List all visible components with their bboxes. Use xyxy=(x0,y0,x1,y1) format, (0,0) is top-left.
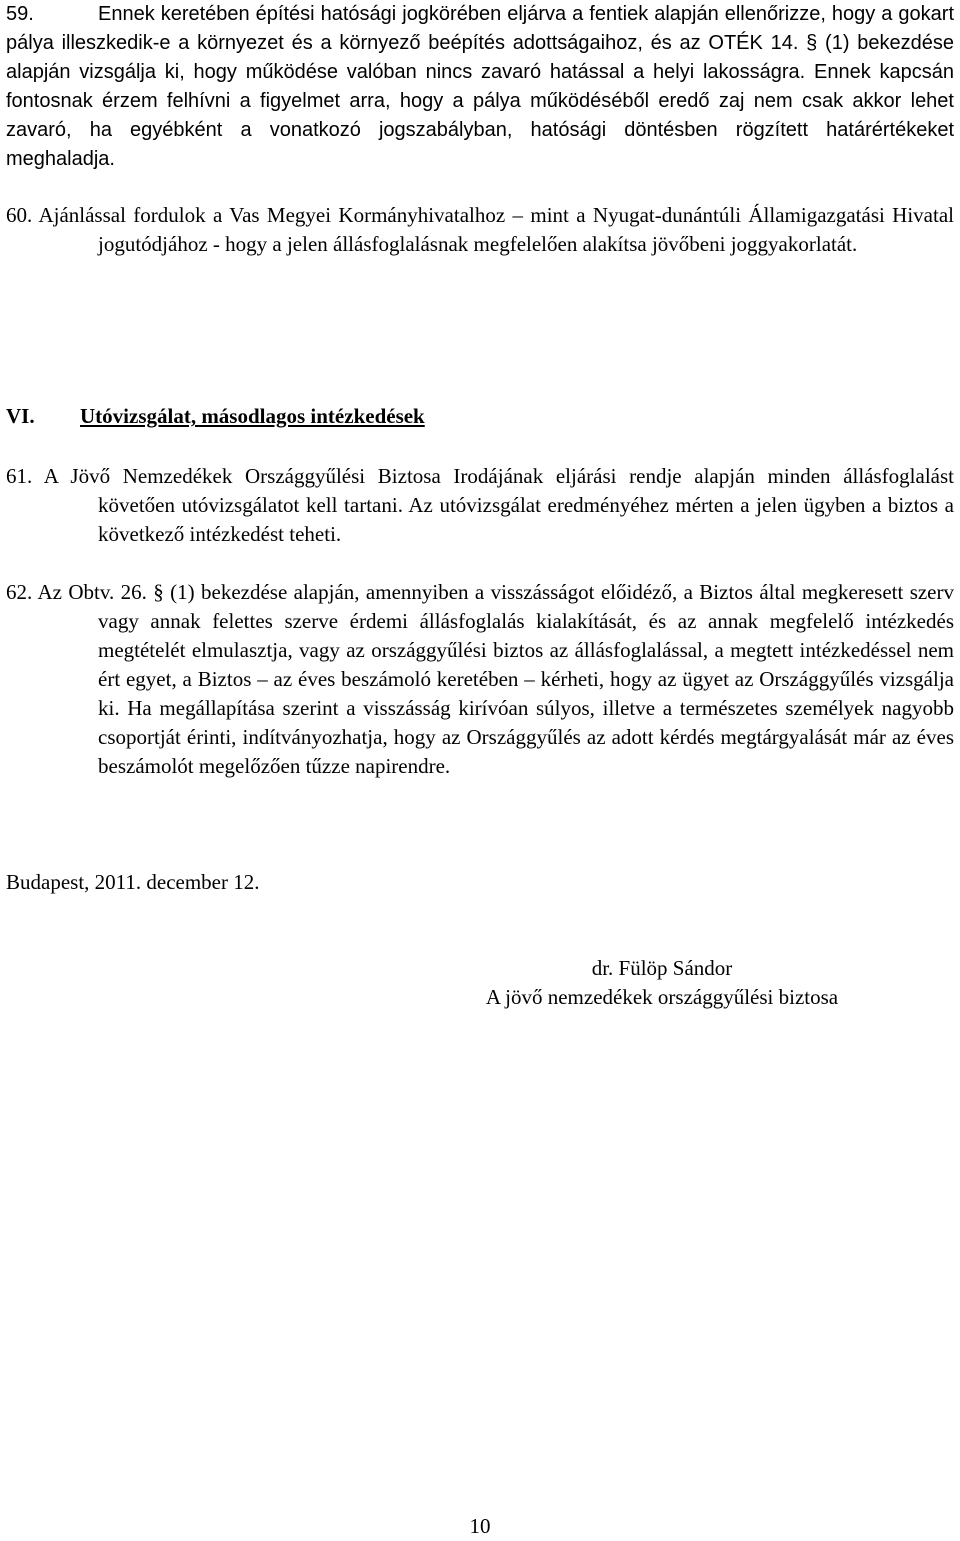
paragraph-number: 62. xyxy=(6,580,33,604)
signature-block xyxy=(450,954,874,1012)
place-date: Budapest, 2011. december 12. xyxy=(6,870,260,894)
page-number: 10 xyxy=(469,1514,491,1538)
paragraph-text: Ennek keretében építési hatósági jogkörében eljárva a fentiek alapján ellenőrizze, hogy a gokart pálya illeszkedik-e a környezet és a környező beépítés adottságaihoz, és az OTÉK 14. § (1) bekezdése alapján vizsgálja ki, hogy működése valóban nincs zavaró hatással a helyi lakosságra. Ennek kapcsán fontosnak érzem felhívni a figyelmet arra, hogy a pálya működéséből eredő zaj nem csak akkor lehet zavaró, ha egyébként a vonatkozó jogszabályban, hatósági döntésben rögzített határértékeket meghaladja. xyxy=(6,3,954,170)
paragraph-60 xyxy=(6,201,954,259)
signer-title: A jövő nemzedékek országgyűlési biztosa xyxy=(485,985,839,1009)
section-heading xyxy=(6,402,425,431)
paragraph-number: 59. xyxy=(6,3,34,25)
signer-name: dr. Fülöp Sándor xyxy=(591,956,733,980)
paragraph-text: Az Obtv. 26. § (1) bekezdése alapján, amennyiben a visszásságot előidéző, a Biztos által megkeresett szerv vagy annak felettes szerve érdemi állásfoglalás kialakítását, és az annak megfelelő intézkedés megtételét elmulasztja, vagy az országgyűlési biztos az állásfoglalással, a megtett intézkedéssel nem ért egyet, a Biztos – az éves beszámoló keretében – kérheti, hogy az ügyet az Országgyűlés vizsgálja ki. Ha megállapítása szerint a visszásság kirívóan súlyos, illetve a természetes személyek nagyobb csoportját érinti, indítványozhatja, hogy az Országgyűlés az adott kérdés megtárgyalását már az éves beszámolót megelőzően tűzze napirendre. xyxy=(37,580,954,778)
paragraph-62 xyxy=(6,578,954,781)
paragraph-61 xyxy=(6,462,954,549)
section-number: VI. xyxy=(6,404,35,428)
paragraph-number: 61. xyxy=(6,464,33,488)
paragraph-number: 60. xyxy=(6,203,33,227)
paragraph-text: Ajánlással fordulok a Vas Megyei Kormányhivatalhoz – mint a Nyugat-dunántúli Államigazgatási Hivatal jogutódjához - hogy a jelen állásfoglalásnak megfelelően alakítsa jövőbeni joggyakorlatát. xyxy=(38,203,954,256)
paragraph-text: A Jövő Nemzedékek Országgyűlési Biztosa Irodájának eljárási rendje alapján minden állásfoglalást követően utóvizsgálatot kell tartani. Az utóvizsgálat eredményéhez mérten a jelen ügyben a biztos a következő intézkedést teheti. xyxy=(43,464,954,546)
section-title: Utóvizsgálat, másodlagos intézkedések xyxy=(80,404,425,428)
paragraph-59 xyxy=(6,0,954,174)
